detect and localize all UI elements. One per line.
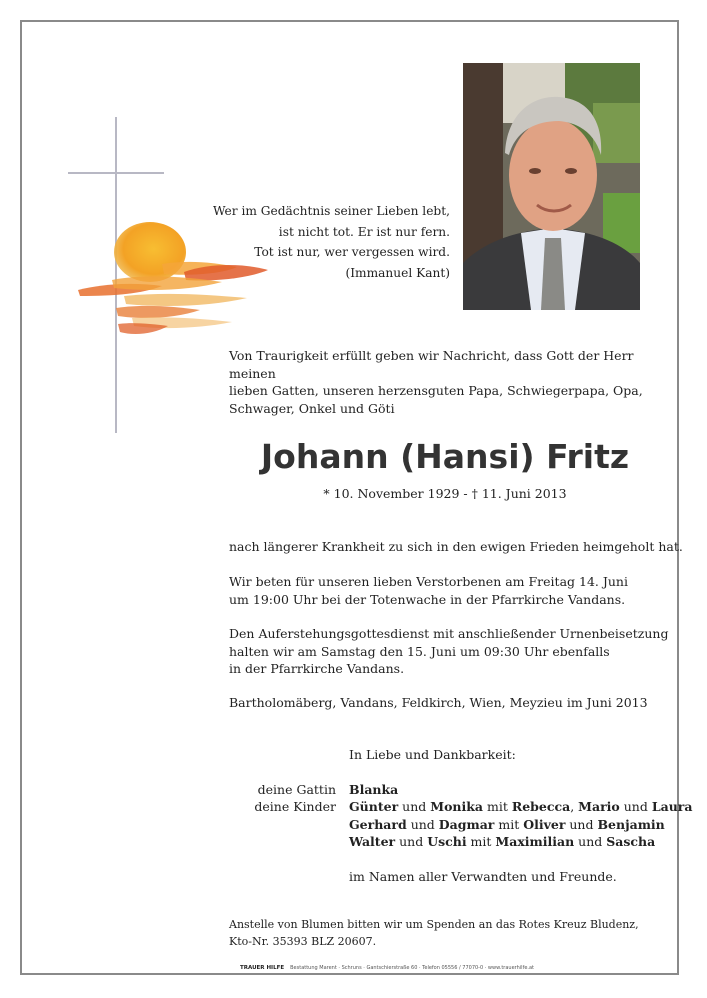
donation-line: Kto-Nr. 35393 BLZ 20607. bbox=[229, 935, 377, 948]
announcement-intro bbox=[229, 347, 659, 417]
intro-line: lieben Gatten, unseren herzensguten Papa, Schwiegerpapa, Opa, bbox=[229, 383, 643, 398]
intro-line: Von Traurigkeit erfüllt geben wir Nachricht, dass Gott der Herr meinen bbox=[229, 348, 634, 381]
paragraph-passing bbox=[229, 538, 683, 556]
family-name: Benjamin bbox=[597, 817, 665, 832]
quote-line: Tot ist nur, wer vergessen wird. bbox=[254, 245, 450, 259]
paragraph-funeral bbox=[229, 625, 668, 678]
family-name: Dagmar bbox=[438, 817, 495, 832]
quote-line: ist nicht tot. Er ist nur fern. bbox=[278, 224, 450, 239]
paragraph-line: um 19:00 Uhr bei der Totenwache in der Pfarrkirche Vandans. bbox=[229, 591, 626, 607]
family-name: Mario bbox=[578, 799, 620, 814]
paragraph-line: Wir beten für unseren lieben Verstorbenen am Freitag 14. Juni bbox=[229, 574, 628, 589]
quote-author: (Immanuel Kant) bbox=[345, 265, 450, 280]
spouse-name bbox=[349, 782, 398, 797]
paragraph-places bbox=[229, 694, 648, 712]
family-connector: mit bbox=[483, 799, 512, 814]
closing-line: im Namen aller Verwandten und Freunde. bbox=[349, 869, 617, 884]
spouse-name-text: Blanka bbox=[349, 782, 399, 797]
cross-icon-bar bbox=[68, 172, 164, 174]
thanks-heading: In Liebe und Dankbarkeit: bbox=[349, 747, 516, 762]
family-name: Sascha bbox=[606, 834, 656, 849]
family-connector: mit bbox=[494, 817, 524, 832]
paragraph-line: Den Auferstehungsgottesdienst mit anschließender Urnenbeisetzung bbox=[229, 626, 669, 641]
footer-text: Bestattung Marent · Schruns · Gantschierstraße 60 · Telefon 05556 / 77070-0 · www.trauerhilfe.at bbox=[290, 965, 535, 971]
footer bbox=[240, 965, 534, 971]
family-name: Gerhard bbox=[349, 817, 407, 832]
paragraph-wake bbox=[229, 573, 628, 608]
children-line-1 bbox=[349, 799, 693, 814]
family-connector: , bbox=[570, 799, 579, 814]
family-name: Uschi bbox=[427, 834, 467, 849]
quote bbox=[200, 201, 450, 283]
quote-line: Wer im Gedächtnis seiner Lieben lebt, bbox=[213, 204, 450, 218]
life-dates: * 10. November 1929 - † 11. Juni 2013 bbox=[323, 486, 567, 501]
children-line-2 bbox=[349, 817, 665, 832]
intro-line: Schwager, Onkel und Göti bbox=[229, 400, 395, 416]
donation-line: Anstelle von Blumen bitten wir um Spenden an das Rotes Kreuz Bludenz, bbox=[229, 918, 639, 931]
family-connector: und bbox=[395, 834, 428, 849]
family-connector: und bbox=[619, 799, 652, 814]
family-connector: und bbox=[398, 799, 431, 814]
family-connector: mit bbox=[466, 834, 496, 849]
portrait-photo bbox=[463, 63, 640, 310]
children-line-3 bbox=[349, 834, 655, 849]
spouse-label: deine Gattin bbox=[257, 782, 336, 797]
family-connector: und bbox=[565, 817, 598, 832]
family-name: Laura bbox=[651, 799, 693, 814]
family-name: Monika bbox=[430, 799, 484, 814]
family-connector: und bbox=[574, 834, 607, 849]
paragraph-line: nach längerer Krankheit zu sich in den ewigen Frieden heimgeholt hat. bbox=[229, 539, 683, 554]
family-name: Günter bbox=[349, 799, 399, 814]
children-label: deine Kinder bbox=[254, 799, 336, 814]
paragraph-line: Bartholomäberg, Vandans, Feldkirch, Wien, Meyzieu im Juni 2013 bbox=[229, 695, 648, 710]
deceased-name: Johann (Hansi) Fritz bbox=[260, 437, 630, 476]
family-name: Rebecca bbox=[511, 799, 571, 814]
footer-brand: TRAUER HILFE bbox=[240, 965, 285, 971]
paragraph-line: halten wir am Samstag den 15. Juni um 09:30 Uhr ebenfalls bbox=[229, 643, 610, 659]
family-name: Maximilian bbox=[495, 834, 575, 849]
family-name: Walter bbox=[349, 834, 396, 849]
family-connector: und bbox=[406, 817, 439, 832]
paragraph-line: in der Pfarrkirche Vandans. bbox=[229, 661, 405, 676]
family-name: Oliver bbox=[523, 817, 566, 832]
donation-note bbox=[229, 916, 639, 950]
